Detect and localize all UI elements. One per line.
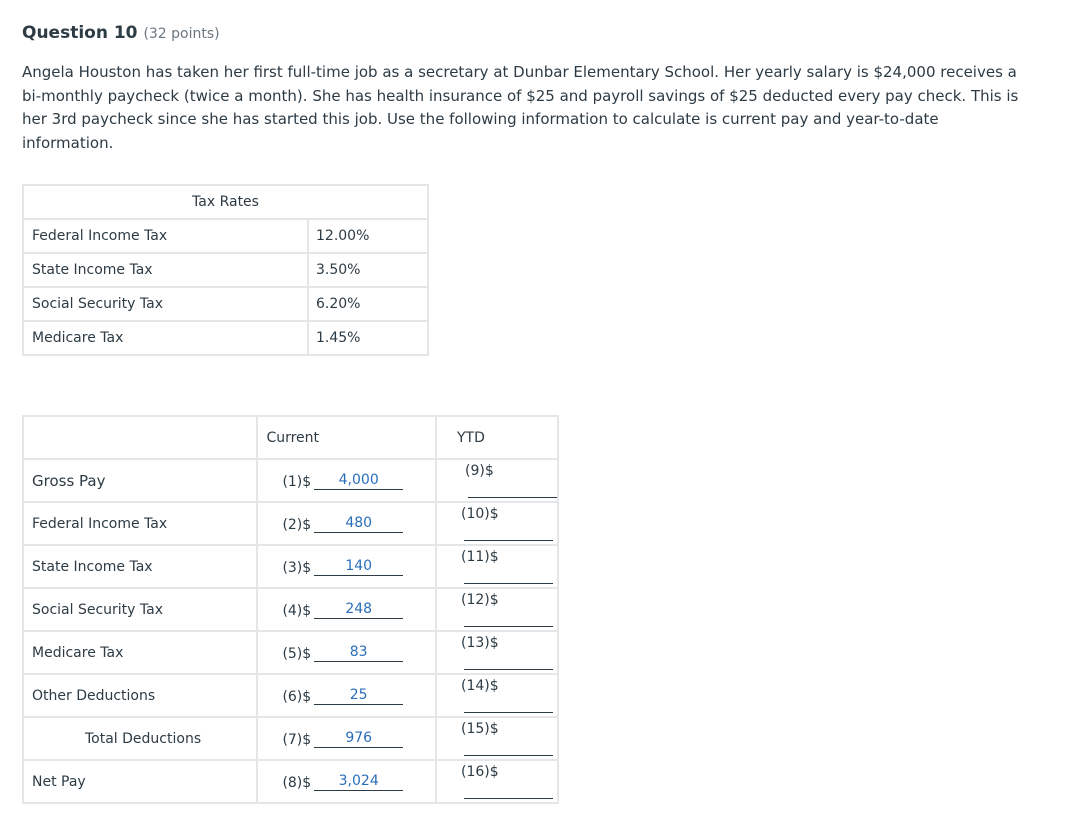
rate-value: 6.20% [308, 287, 428, 321]
ytd-cell [436, 502, 558, 545]
ytd-cell [436, 631, 558, 674]
rate-value: 3.50% [308, 253, 428, 287]
table-row [23, 459, 558, 502]
current-cell [257, 717, 436, 760]
rate-label: Medicare Tax [23, 321, 308, 355]
ytd-cell [436, 459, 558, 502]
rate-label: Federal Income Tax [23, 219, 308, 253]
pay-header-blank [23, 416, 257, 459]
current-answer-field[interactable]: 4,000 [314, 471, 403, 490]
answer-number: (10)$ [461, 506, 499, 522]
rate-value: 1.45% [308, 321, 428, 355]
question-points: (32 points) [143, 26, 220, 42]
table-row [23, 545, 558, 588]
pay-label: Total Deductions [23, 717, 257, 760]
answer-number: (13)$ [461, 635, 499, 651]
pay-header-ytd: YTD [436, 416, 558, 459]
ytd-answer-field[interactable] [464, 522, 553, 541]
rate-value: 12.00% [308, 219, 428, 253]
answer-number: (12)$ [461, 592, 499, 608]
pay-label: Medicare Tax [23, 631, 257, 674]
current-answer-field[interactable]: 976 [314, 729, 403, 748]
ytd-cell [436, 760, 558, 803]
answer-number: (8)$ [282, 775, 312, 791]
answer-number: (5)$ [282, 646, 312, 662]
ytd-answer-field[interactable] [464, 565, 553, 584]
pay-label: Gross Pay [23, 459, 257, 502]
answer-number: (16)$ [461, 764, 499, 780]
current-cell [257, 502, 436, 545]
current-cell [257, 459, 436, 502]
pay-label: Federal Income Tax [23, 502, 257, 545]
current-cell [257, 760, 436, 803]
current-cell [257, 545, 436, 588]
pay-label: State Income Tax [23, 545, 257, 588]
current-answer-field[interactable]: 25 [314, 686, 403, 705]
ytd-answer-field[interactable] [468, 479, 557, 498]
pay-label: Social Security Tax [23, 588, 257, 631]
rate-label: State Income Tax [23, 253, 308, 287]
answer-number: (15)$ [461, 721, 499, 737]
current-cell [257, 631, 436, 674]
pay-label: Other Deductions [23, 674, 257, 717]
table-row [23, 502, 558, 545]
table-row [23, 588, 558, 631]
answer-number: (14)$ [461, 678, 499, 694]
tax-rates-table [22, 184, 429, 356]
pay-label: Net Pay [23, 760, 257, 803]
current-cell [257, 588, 436, 631]
ytd-cell [436, 674, 558, 717]
table-row [23, 674, 558, 717]
table-row [23, 717, 558, 760]
table-row [23, 219, 428, 253]
answer-number: (9)$ [465, 463, 494, 479]
ytd-answer-field[interactable] [464, 780, 553, 799]
ytd-cell [436, 545, 558, 588]
tax-rates-header: Tax Rates [23, 185, 428, 219]
current-answer-field[interactable]: 248 [314, 600, 403, 619]
question-title [22, 23, 220, 43]
ytd-cell [436, 588, 558, 631]
answer-number: (11)$ [461, 549, 499, 565]
ytd-cell [436, 717, 558, 760]
question-text: Angela Houston has taken her first full-time job as a secretary at Dunbar Elementary School. Her yearly salary is $24,000 receives a bi-monthly paycheck (twice a month). She has health insurance of $25 and payroll savings of $25 deducted every pay check. This is her 3rd paycheck since she has started this job. Use the following information to calculate is current pay and year-to-date information. [22, 63, 1019, 152]
answer-number: (4)$ [282, 603, 312, 619]
ytd-answer-field[interactable] [464, 694, 553, 713]
current-answer-field[interactable]: 480 [314, 514, 403, 533]
current-cell [257, 674, 436, 717]
answer-number: (2)$ [282, 517, 312, 533]
current-answer-field[interactable]: 3,024 [314, 772, 403, 791]
answer-number: (1)$ [282, 474, 312, 490]
answer-number: (3)$ [282, 560, 312, 576]
question-number: Question 10 [22, 23, 138, 43]
ytd-answer-field[interactable] [464, 651, 553, 670]
table-row [23, 760, 558, 803]
answer-number: (6)$ [282, 689, 312, 705]
current-answer-field[interactable]: 140 [314, 557, 403, 576]
ytd-answer-field[interactable] [464, 608, 553, 627]
table-row [23, 631, 558, 674]
table-row [23, 321, 428, 355]
rate-label: Social Security Tax [23, 287, 308, 321]
current-answer-field[interactable]: 83 [314, 643, 403, 662]
pay-header-current: Current [257, 416, 436, 459]
table-row [23, 253, 428, 287]
ytd-answer-field[interactable] [464, 737, 553, 756]
answer-number: (7)$ [282, 732, 312, 748]
table-row [23, 287, 428, 321]
pay-table [22, 415, 559, 804]
